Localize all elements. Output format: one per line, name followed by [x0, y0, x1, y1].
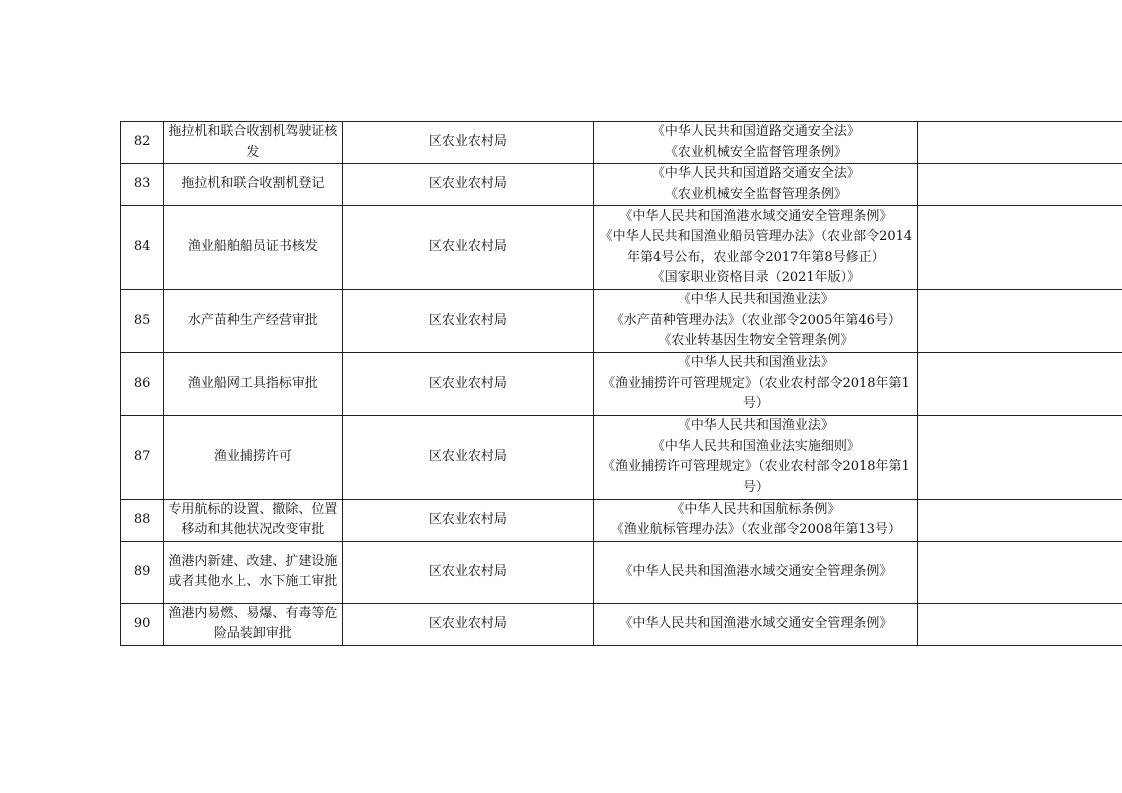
- table-row: [121, 499, 1122, 541]
- legal-basis-line: 《中华人民共和国道路交通安全法》: [651, 166, 860, 181]
- item-name-cell: 渔港内新建、改建、扩建设施或者其他水上、水下施工审批: [164, 541, 342, 603]
- table-row: [121, 164, 1122, 206]
- legal-basis-line: 《农业机械安全监督管理条例》: [664, 144, 847, 160]
- table-row: [121, 603, 1122, 645]
- table-row: [121, 206, 1122, 290]
- legal-basis-line: 《中华人民共和国渔港水域交通安全管理条例》: [619, 563, 893, 579]
- legal-basis-cell: [594, 353, 918, 416]
- row-number-cell: 89: [121, 541, 164, 603]
- row-number-cell: 90: [121, 603, 164, 645]
- table-body: [121, 122, 1122, 646]
- department-cell: 区农业农村局: [342, 415, 594, 499]
- remarks-cell: [918, 541, 1122, 603]
- item-name-cell: 渔港内易燃、易爆、有毒等危险品装卸审批: [164, 603, 342, 645]
- legal-basis-cell: [594, 415, 918, 499]
- legal-basis-line: 《中华人民共和国渔港水域交通安全管理条例》: [619, 615, 893, 631]
- legal-basis-line: 《中华人民共和国渔业法》: [677, 355, 834, 370]
- legal-basis-line: 《农业转基因生物安全管理条例》: [658, 333, 854, 349]
- legal-basis-cell: [594, 603, 918, 645]
- legal-basis-line: 《渔业捕捞许可管理规定》（农业农村部令2018年第1号）: [601, 375, 910, 411]
- legal-basis-line: 《中华人民共和国道路交通安全法》: [651, 124, 860, 139]
- item-name-cell: 水产苗种生产经营审批: [164, 290, 342, 353]
- legal-basis-line: 《中华人民共和国渔业法》: [677, 418, 834, 433]
- remarks-cell: [918, 415, 1122, 499]
- table-row: [121, 353, 1122, 416]
- row-number-cell: 86: [121, 353, 164, 416]
- department-cell: 区农业农村局: [342, 164, 594, 206]
- table-row: [121, 415, 1122, 499]
- department-cell: 区农业农村局: [342, 603, 594, 645]
- legal-basis-line: 《中华人民共和国渔业船员管理办法》（农业部令2014年第4号公布，农业部令2017年第8号修正）: [599, 229, 913, 265]
- legal-basis-line: 《中华人民共和国渔业法》: [677, 292, 834, 308]
- legal-basis-line: 《国家职业资格目录（2021年版）》: [651, 270, 861, 285]
- row-number-cell: 87: [121, 415, 164, 499]
- legal-basis-line: 《水产苗种管理办法》（农业部令2005年第46号）: [610, 312, 901, 328]
- remarks-cell: [918, 122, 1122, 164]
- legal-basis-line: 《渔业航标管理办法》（农业部令2008年第13号）: [610, 522, 901, 537]
- remarks-cell: [918, 164, 1122, 206]
- legal-basis-line: 《渔业捕捞许可管理规定》（农业农村部令2018年第1号）: [601, 459, 910, 495]
- remarks-cell: [918, 206, 1122, 290]
- row-number-cell: 84: [121, 206, 164, 290]
- legal-basis-line: 《中华人民共和国渔港水域交通安全管理条例》: [619, 208, 893, 224]
- item-name-cell: 专用航标的设置、撤除、位置移动和其他状况改变审批: [164, 499, 342, 541]
- table-row: [121, 541, 1122, 603]
- remarks-cell: [918, 603, 1122, 645]
- item-name-cell: 渔业捕捞许可: [164, 415, 342, 499]
- remarks-cell: [918, 499, 1122, 541]
- department-cell: 区农业农村局: [342, 206, 594, 290]
- row-number-cell: 85: [121, 290, 164, 353]
- legal-basis-cell: [594, 290, 918, 353]
- row-number-cell: 82: [121, 122, 164, 164]
- legal-basis-cell: [594, 122, 918, 164]
- item-name-cell: 渔业船舶船员证书核发: [164, 206, 342, 290]
- department-cell: 区农业农村局: [342, 541, 594, 603]
- item-name-cell: 拖拉机和联合收割机登记: [164, 164, 342, 206]
- remarks-cell: [918, 290, 1122, 353]
- department-cell: 区农业农村局: [342, 353, 594, 416]
- row-number-cell: 88: [121, 499, 164, 541]
- legal-basis-cell: [594, 164, 918, 206]
- department-cell: 区农业农村局: [342, 290, 594, 353]
- legal-basis-cell: [594, 499, 918, 541]
- remarks-cell: [918, 353, 1122, 416]
- legal-basis-line: 《中华人民共和国航标条例》: [671, 501, 841, 517]
- department-cell: 区农业农村局: [342, 499, 594, 541]
- approval-items-table: [120, 121, 1122, 646]
- legal-basis-cell: [594, 206, 918, 290]
- table-row: [121, 290, 1122, 353]
- item-name-cell: 拖拉机和联合收割机驾驶证核发: [164, 122, 342, 164]
- table-row: [121, 122, 1122, 164]
- legal-basis-line: 《中华人民共和国渔业法实施细则》: [651, 438, 860, 454]
- legal-basis-line: 《农业机械安全监督管理条例》: [664, 186, 847, 202]
- department-cell: 区农业农村局: [342, 122, 594, 164]
- legal-basis-cell: [594, 541, 918, 603]
- row-number-cell: 83: [121, 164, 164, 206]
- item-name-cell: 渔业船网工具指标审批: [164, 353, 342, 416]
